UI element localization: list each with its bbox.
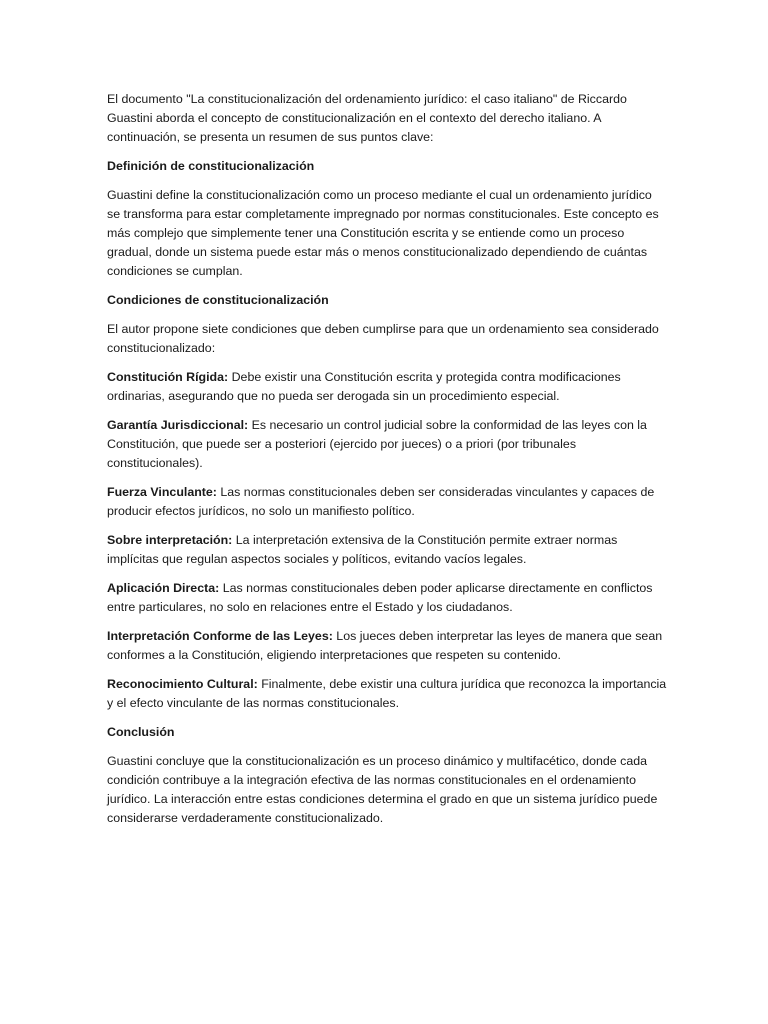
condition-cultural-recognition (107, 675, 667, 713)
condition-term: Garantía Jurisdiccional: (107, 418, 249, 432)
condition-text: La interpretación extensiva de la Constitución permite extraer normas implícitas que regulan aspectos sociales y políticos, evitando vacíos legales. (107, 533, 618, 566)
condition-text: Las normas constitucionales deben ser consideradas vinculantes y capaces de producir efectos jurídicos, no solo un manifiesto político. (107, 485, 655, 518)
condition-direct-application (107, 579, 667, 617)
conclusion-heading: Conclusión (107, 725, 175, 739)
condition-term: Reconocimiento Cultural: (107, 677, 258, 691)
condition-text: Los jueces deben interpretar las leyes de manera que sean conformes a la Constitución, eligiendo interpretaciones que respeten su contenido. (107, 629, 663, 662)
conditions-intro-paragraph: El autor propone siete condiciones que deben cumplirse para que un ordenamiento sea considerado constitucionalizado: (107, 322, 659, 355)
condition-text: Es necesario un control judicial sobre la conformidad de las leyes con la Constitución, que puede ser a posteriori (ejercido por jueces) o a priori (por tribunales constitucionales). (107, 418, 647, 470)
condition-text: Las normas constitucionales deben poder aplicarse directamente en conflictos entre particulares, no solo en relaciones entre el Estado y los ciudadanos. (107, 581, 653, 614)
condition-term: Constitución Rígida: (107, 370, 229, 384)
condition-over-interpretation (107, 531, 667, 569)
condition-text: Finalmente, debe existir una cultura jurídica que reconozca la importancia y el efecto vinculante de las normas constitucionales. (107, 677, 667, 710)
document-page (107, 90, 667, 838)
intro-paragraph: El documento "La constitucionalización del ordenamiento jurídico: el caso italiano" de Riccardo Guastini aborda el concepto de constitucionalización en el contexto del derecho italiano. A continuación, se presenta un resumen de sus puntos clave: (107, 92, 627, 144)
definition-heading: Definición de constitucionalización (107, 159, 315, 173)
conditions-heading: Condiciones de constitucionalización (107, 293, 329, 307)
definition-paragraph: Guastini define la constitucionalización como un proceso mediante el cual un ordenamiento jurídico se transforma para estar completamente impregnado por normas constitucionales. Este concepto es más complejo que simplemente tener una Constitución escrita y se entiende como un proceso gradual, donde un sistema puede estar más o menos constitucionalizado dependiendo de cuántas condiciones se cumplan. (107, 188, 659, 278)
condition-term: Interpretación Conforme de las Leyes: (107, 629, 333, 643)
condition-term: Sobre interpretación: (107, 533, 233, 547)
condition-text: Debe existir una Constitución escrita y protegida contra modificaciones ordinarias, asegurando que no pueda ser derogada sin un procedimiento especial. (107, 370, 621, 403)
condition-term: Fuerza Vinculante: (107, 485, 217, 499)
condition-jurisdictional-guarantee (107, 416, 667, 473)
conclusion-paragraph: Guastini concluye que la constitucionalización es un proceso dinámico y multifacético, donde cada condición contribuye a la integración efectiva de las normas constitucionales en el ordenamiento jurídico. La interacción entre estas condiciones determina el grado en que un sistema jurídico puede considerarse verdaderamente constitucionalizado. (107, 754, 658, 825)
condition-conforming-interpretation (107, 627, 667, 665)
condition-rigid-constitution (107, 368, 667, 406)
condition-binding-force (107, 483, 667, 521)
condition-term: Aplicación Directa: (107, 581, 220, 595)
